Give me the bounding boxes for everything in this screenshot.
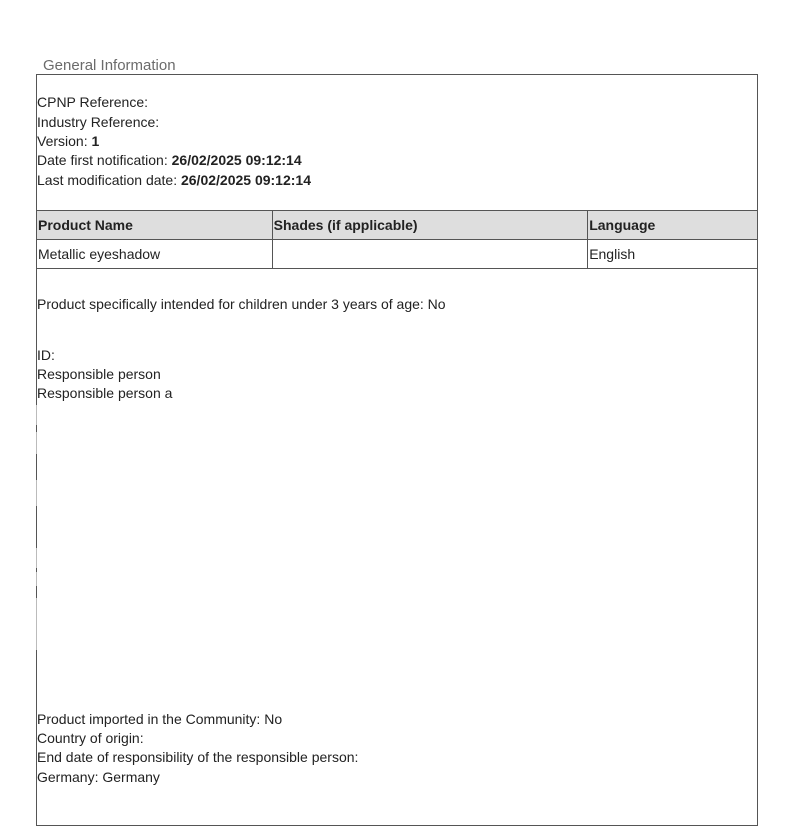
cell-language: English xyxy=(588,240,758,269)
redaction-artifact xyxy=(36,598,37,650)
responsible-id: ID: xyxy=(37,347,55,363)
end-date-line: End date of responsibility of the responsible person: xyxy=(37,749,359,765)
last-modification-line xyxy=(37,171,311,190)
first-notification-line xyxy=(37,151,302,170)
cell-shades xyxy=(272,240,588,269)
section-title: General Information xyxy=(43,57,176,74)
redaction-artifact xyxy=(36,572,37,586)
column-header-product-name: Product Name xyxy=(37,211,273,240)
industry-reference xyxy=(37,113,159,132)
redaction-artifact xyxy=(36,405,37,425)
version-line xyxy=(37,132,99,151)
cpnp-reference xyxy=(37,93,148,112)
responsible-person: Responsible person xyxy=(37,366,161,382)
redaction-artifact xyxy=(36,548,37,568)
last-modification-value: 26/02/2025 09:12:14 xyxy=(180,172,311,188)
version-value: 1 xyxy=(91,133,100,149)
table-header-row xyxy=(37,211,758,240)
first-notification-label: Date first notification: xyxy=(37,152,168,168)
cpnp-reference-label: CPNP Reference: xyxy=(37,94,149,110)
column-header-shades: Shades (if applicable) xyxy=(272,211,588,240)
children-line: Product specifically intended for children under 3 years of age: No xyxy=(37,296,446,312)
cell-product-name: Metallic eyeshadow xyxy=(37,240,273,269)
redaction-artifact xyxy=(36,432,37,454)
product-table xyxy=(36,210,758,269)
industry-reference-label: Industry Reference: xyxy=(37,114,160,130)
last-modification-label: Last modification date: xyxy=(37,172,178,188)
column-header-language: Language xyxy=(588,211,758,240)
responsible-person-address: Responsible person a xyxy=(37,385,173,401)
first-notification-value: 26/02/2025 09:12:14 xyxy=(171,152,302,168)
redaction-artifact xyxy=(36,480,37,506)
table-row xyxy=(37,240,758,269)
germany-line: Germany: Germany xyxy=(37,769,160,785)
version-label: Version: xyxy=(37,133,88,149)
imported-line: Product imported in the Community: No xyxy=(37,711,283,727)
country-of-origin-line: Country of origin: xyxy=(37,730,144,746)
